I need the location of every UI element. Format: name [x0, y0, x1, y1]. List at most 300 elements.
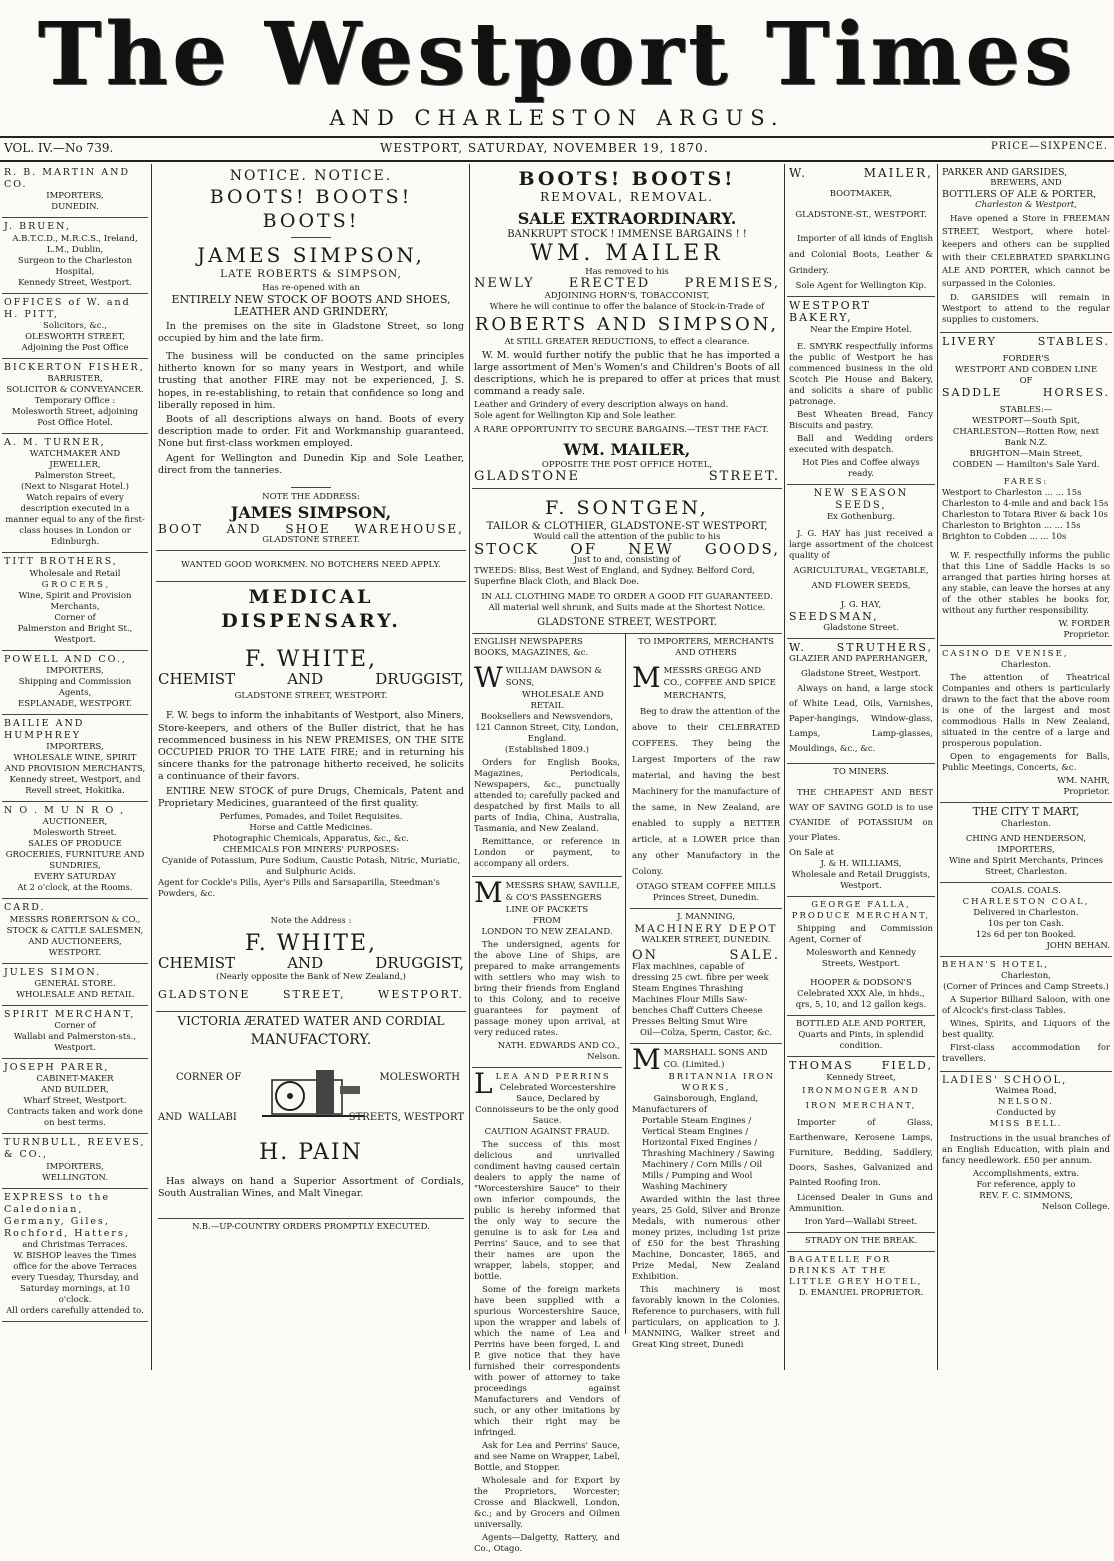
- ladies-school-ad: [940, 1072, 1112, 1217]
- ad-text: OF: [1019, 376, 1033, 387]
- ad-line: Palmerston and Bright St., Westport.: [17, 623, 133, 645]
- ad-line: MESSRS ROBERTSON & CO.,: [9, 914, 141, 925]
- ad-line: Kennedy street, Westport, and Revell street, Hokitika.: [9, 775, 141, 797]
- ad-heading: R. B. MARTIN AND CO.: [4, 167, 130, 191]
- works-heading: BRITANNIA IRON WORKS,: [668, 1071, 776, 1093]
- issue-date: WESTPORT, SATURDAY, NOVEMBER 19, 1870.: [380, 141, 709, 155]
- ad-line: W. BISHOP leaves the Times office for the above Terraces every Tuesday, Thursday, and Saturday mornings, at 10 o'clock.: [11, 1251, 139, 1306]
- ad-text: Cyanide of Potassium, Pure Sodium, Caustic Potash, Nitric, Muriatic, and Sulphuric Acids.: [161, 856, 461, 878]
- ad-line: AUCTIONEER,: [42, 817, 108, 828]
- column-5: [940, 164, 1112, 1370]
- advertiser-name: JAMES SIMPSON,: [230, 503, 392, 523]
- ad-line: WESTPORT.: [48, 947, 102, 958]
- address: Princes Street, Dunedin.: [652, 892, 760, 903]
- bakery-ad: [787, 297, 935, 484]
- advertiser-name: WM. MAILER: [530, 241, 724, 267]
- address: GLADSTONE STREET, WESTPORT.: [234, 691, 388, 702]
- ad-line: Surgeon to the Charleston Hospital,: [17, 255, 133, 277]
- ad-text: CHARLESTON—Rotten Row, next Bank N.Z.: [952, 427, 1100, 449]
- drop-cap: M: [632, 1043, 661, 1077]
- ad-line: STOCK & CATTLE SALESMEN,: [6, 925, 144, 936]
- firm-heading: ROBERTS AND SIMPSON,: [474, 313, 780, 335]
- ad-text: At STILL GREATER REDUCTIONS, to effect a clearance.: [504, 336, 750, 347]
- address: Charleston.: [1001, 818, 1051, 829]
- advertiser-name: F. WHITE,: [244, 647, 378, 673]
- advertiser-name: F. SONTGEN,: [545, 496, 709, 519]
- ad-text: Flax machines, capable of dressing 25 cwt. fibre per week: [632, 962, 769, 984]
- ad-line: Shipping and Commission Agents,: [18, 676, 132, 698]
- ad-text: Leather and Grindery of every description always on hand.: [474, 400, 729, 411]
- ad-text: ENTIRE NEW STOCK of pure Drugs, Chemicals, Patent and Proprietary Medicines, guaranteed of the first quality.: [158, 785, 464, 809]
- address: GLADSTONE STREET, WESTPORT.: [537, 617, 717, 629]
- column-rule: [625, 634, 626, 1334]
- advertiser-name: J. & H. WILLIAMS,: [820, 859, 902, 870]
- simpson-boots-ad: [156, 164, 466, 551]
- seeds-ad: [787, 485, 935, 640]
- ad-text: STABLES:—: [999, 405, 1053, 416]
- notice-heading: NOTICE. NOTICE.: [229, 168, 393, 184]
- address: GLADSTONE STREET.: [262, 535, 360, 546]
- ad-line: Wharf Street, Westport.: [23, 1096, 127, 1107]
- seeds-heading: NEW SEASON SEEDS,: [813, 487, 909, 511]
- trade-heading: SEEDSMAN,: [789, 610, 879, 624]
- classified-ad: [2, 802, 148, 899]
- ad-line: Molesworth Street, adjoining Post Office Hotel.: [11, 407, 139, 429]
- classified-ad: [2, 434, 148, 553]
- ad-heading: BOTTLED ALE AND PORTER,: [796, 1019, 926, 1030]
- ad-heading: OFFICES of W. and H. PITT,: [4, 296, 131, 320]
- ad-text: F. W. begs to inform the inhabitants of Westport, also Miners, Store-keepers, and others of the Buller district, that he has recommenced business in his NEW PREMISES, ON THE SITE OCCUPIED PRIOR TO THE LATE FIRE; and in returning his sincere thanks for the patronage hitherto received, he solicits a continuance of their favors.: [158, 710, 464, 783]
- advertiser-name: CASINO DE VENISE,: [942, 649, 1069, 660]
- column-3-right: [630, 634, 782, 1356]
- ad-line: BARRISTER,: [47, 374, 103, 385]
- dawson-ad: [472, 634, 622, 876]
- ad-line: At 2 o'clock, at the Rooms.: [17, 883, 133, 894]
- ad-text: TWEEDS: Bliss, Best West of England, and Sydney. Belford Cord, Superfine Black Cloth, and Black Doe.: [474, 566, 755, 588]
- address: WALKER STREET, DUNEDIN.: [641, 935, 771, 946]
- falla-ad: [787, 897, 935, 1016]
- ad-text: Celebrated Worcestershire Sauce, Declared by Connoisseurs to be the only good Sauce.: [475, 1083, 619, 1127]
- strady-notice: [787, 1233, 935, 1252]
- classified-ad: [2, 164, 148, 218]
- ad-line: Watch repairs of every description executed in a manner equal to any of the first-class houses in London or Edinburgh.: [5, 493, 145, 548]
- ad-signature: Proprietor.: [1063, 787, 1110, 798]
- address: GLADSTONE STREET.: [474, 469, 780, 485]
- ad-text: Open to engagements for Balls, Public Meetings, Concerts, &c.: [942, 752, 1110, 774]
- ad-text: A Superior Billiard Saloon, with one of Alcock's first-class Tables.: [942, 994, 1110, 1016]
- ad-heading: STRADY ON THE BREAK.: [804, 1235, 918, 1246]
- ad-text: First-class accommodation for travellers.: [942, 1042, 1110, 1064]
- ad-text: Beg to draw the attention of the above to their CELEBRATED COFFEES. They being the Largest Importers of the raw material, and having the best Machinery for the manufacture of the same, in New Zealand, are enabled to supply a BETTER article, at a LOWER price than any other Manufactory in the Colony.: [632, 706, 780, 877]
- former-firm: LATE ROBERTS & SIMPSON,: [220, 268, 402, 280]
- sale-heading: ON SALE.: [632, 948, 780, 964]
- ad-line: IMPORTERS,: [46, 742, 104, 753]
- ad-signature: NATH. EDWARDS AND CO.,: [497, 1041, 620, 1052]
- coal-ad: [940, 883, 1112, 957]
- city-mart-ad: [940, 803, 1112, 882]
- ad-text: Wines, Spirits, and Liquors of the best quality.: [942, 1018, 1110, 1040]
- ad-heading: N O . M U N R O ,: [4, 805, 126, 817]
- depot-heading: MACHINERY DEPOT: [634, 922, 778, 935]
- ad-heading: TO IMPORTERS, MERCHANTS AND OTHERS: [638, 637, 774, 659]
- address: Booksellers and Newsvendors, 121 Cannon Street, City, London, England.: [475, 711, 619, 744]
- ad-line: OLESWORTH STREET,: [25, 332, 125, 343]
- ad-signature: WM. NAHR,: [1057, 776, 1110, 787]
- address: GLADSTONE-ST., WESTPORT.: [795, 210, 927, 221]
- ad-text: 12s 6d per ton Booked.: [975, 929, 1077, 940]
- advertiser-name: LEA AND PERRINS: [495, 1072, 611, 1083]
- ad-text: Perfumes, Pomades, and Toilet Requisites.: [219, 812, 403, 823]
- boots-heading: BOOTS! BOOTS! BOOTS!: [209, 186, 413, 232]
- ad-line: Kennedy Street, Westport.: [18, 277, 132, 288]
- sontgen-tailor-ad: [472, 489, 782, 635]
- classified-ad: [2, 218, 148, 293]
- advertiser-name: J. MANNING,: [677, 911, 735, 922]
- ad-text: AND: [158, 1111, 182, 1123]
- ad-text: CHEMICALS FOR MINERS' PURPOSES:: [222, 845, 400, 856]
- behan-hotel-ad: [940, 957, 1112, 1072]
- ad-text: STREETS, WESTPORT: [348, 1111, 464, 1123]
- ad-text: Just to and, consisting of: [573, 555, 681, 566]
- classified-ad: [2, 964, 148, 1006]
- ad-line: DUNEDIN.: [51, 202, 99, 213]
- ad-text: 10s per ton Cash.: [988, 918, 1064, 929]
- ad-signature: REV. F. C. SIMMONS,: [979, 1190, 1073, 1201]
- ad-text: Has removed to his: [585, 267, 669, 278]
- parker-garsides-ad: [940, 164, 1112, 333]
- ad-line: EVERY SATURDAY: [34, 872, 116, 883]
- ad-text: Has re-opened with an: [262, 283, 360, 294]
- sale-heading: SALE EXTRAORDINARY.: [517, 209, 737, 229]
- advertiser-name: PARKER AND GARSIDES,: [942, 167, 1068, 178]
- classified-ad: [2, 359, 148, 434]
- divider: [291, 487, 331, 488]
- ad-line: G R O C E R S ,: [41, 579, 109, 590]
- trade-heading: TAILOR & CLOTHIER, GLADSTONE-ST WESTPORT,: [486, 519, 768, 532]
- marshall-ad: [630, 1044, 782, 1356]
- ad-heading: A. M. TURNER,: [4, 437, 106, 449]
- ad-text: IN ALL CLOTHING MADE TO ORDER A GOOD FIT GUARANTEED.: [481, 592, 773, 603]
- ad-text: For reference, apply to: [976, 1179, 1076, 1190]
- ad-text: All material well shrunk, and Suits made at the Shortest Notice.: [488, 603, 766, 614]
- ad-text: MISS BELL.: [989, 1118, 1063, 1129]
- ad-line: AND AUCTIONEERS,: [28, 936, 122, 947]
- address: (Corner of Princes and Camp Streets.): [943, 981, 1109, 992]
- divider: [291, 237, 331, 238]
- engraving-row: [158, 1064, 464, 1134]
- ad-line: Corner of: [54, 612, 96, 623]
- ad-text: Remittance, or reference in London or payment, to accompany all orders.: [474, 836, 620, 869]
- ad-text: NOTE THE ADDRESS:: [262, 492, 360, 503]
- fares-heading: FARES:: [1003, 477, 1049, 488]
- ad-line: WATCHMAKER AND JEWELLER,: [29, 449, 121, 471]
- dispensary-heading: MEDICAL DISPENSARY.: [221, 586, 401, 633]
- ad-text: The success of this most delicious and unrivalled condiment having caused certain dealers to apply the name of "Worcestershire Sauce" to their own inferior compounds, the public is hereby informed that the only way to secure the genuine is to ask for Lea and Perrins' Sauce, and to see that their names are upon the wrapper, labels, stopper, and bottle.: [474, 1140, 620, 1283]
- ad-heading: TO MINERS.: [833, 767, 889, 778]
- ad-text: Photographic Chemicals, Apparatus, &c., &c.: [213, 834, 409, 845]
- classified-ad: [2, 294, 148, 359]
- column-rule: [937, 164, 938, 1370]
- ad-signature: Proprietor.: [1063, 630, 1110, 641]
- ad-text: Wholesale and for Export by the Proprietors, Worcester; Crosse and Blackwell, London, &c.; and by Grocers and Oilmen universally.: [474, 1476, 620, 1531]
- machine-engraving: [258, 1064, 368, 1122]
- newspaper-title: The Westport Times: [37, 4, 1077, 105]
- address: Charleston & Westport,: [975, 200, 1077, 210]
- advertiser-name: MESSRS SHAW, SAVILLE, & CO'S PASSENGERS LINE OF PACKETS: [505, 880, 620, 916]
- ad-heading: JULES SIMON.: [4, 966, 102, 978]
- ad-heading: ENGLISH NEWSPAPERS BOOKS, MAGAZINES, &c.: [474, 637, 589, 659]
- ad-text: Always on hand, a large stock of White Lead, Oils, Varnishes, Paper-hangings, Window-glass, Lamps, Lamp-glasses, Mouldings, &c., &c.: [789, 684, 933, 755]
- drop-cap: W: [474, 661, 503, 695]
- trade-heading: CHEMIST AND DRUGGIST,: [158, 954, 464, 973]
- address: (Nearly opposite the Bank of New Zealand,): [216, 972, 406, 983]
- newspaper-subtitle: AND CHARLESTON ARGUS.: [329, 106, 785, 130]
- brewery-heading: HOOPER & DODSON'S: [810, 978, 912, 989]
- column-1: [2, 164, 148, 1370]
- ad-text: Where he will continue to offer the balance of Stock-in-Trade of: [489, 301, 765, 312]
- ad-text: N.B.—UP-COUNTRY ORDERS PROMPTLY EXECUTED.: [158, 1218, 464, 1233]
- pain-cordial-ad: [156, 1012, 466, 1237]
- fare-row: Westport to Charleston ... ... 15s: [942, 488, 1082, 499]
- ad-text: Ball and Wedding orders executed with despatch.: [789, 433, 933, 455]
- classified-ad: [2, 1134, 148, 1188]
- ad-heading: POWELL AND CO.,: [4, 653, 127, 665]
- ad-heading: J. BRUEN,: [4, 221, 71, 233]
- ad-line: Wine, Spirit and Provision Merchants,: [18, 590, 132, 612]
- ad-line: Wholesale and Retail: [29, 568, 121, 579]
- masthead: [0, 0, 1114, 130]
- mailer-bootmaker-ad: [787, 164, 935, 297]
- ad-line: Palmerston Street,: [34, 471, 116, 482]
- ad-text: A RARE OPPORTUNITY TO SECURE BARGAINS.—TEST THE FACT.: [474, 425, 769, 436]
- trade-heading: GLAZIER AND PAPERHANGER,: [789, 654, 928, 665]
- ad-text: On Sale at: [789, 848, 834, 859]
- bottled-ale-ad: [787, 1016, 935, 1057]
- fare-row: Brighton to Cobden ... ... 10s: [942, 532, 1067, 543]
- address: Gladstone Street, Westport.: [801, 669, 921, 680]
- advertiser-name: F. WHITE,: [244, 931, 378, 957]
- route-heading: LONDON TO NEW ZEALAND.: [481, 927, 613, 938]
- boots-heading: BOOTS! BOOTS!: [518, 168, 736, 190]
- ad-text: BOTTLERS OF ALE & PORTER,: [942, 189, 1097, 200]
- classified-ad: [2, 651, 148, 715]
- ad-text: WHOLESALE AND RETAIL: [521, 689, 604, 711]
- ad-line: CABINET-MAKER: [36, 1074, 114, 1085]
- ad-text: Instructions in the usual branches of an English Education, with plain and fancy needlework. £50 per annum.: [942, 1133, 1110, 1166]
- ad-text: CORNER OF: [176, 1071, 242, 1083]
- classified-ad: [2, 1189, 148, 1323]
- issue-price: PRICE—SIXPENCE.: [991, 141, 1108, 152]
- ad-text: Sole Agent for Wellington Kip.: [795, 281, 927, 292]
- ad-text: Has always on hand a Superior Assortment of Cordials, South Australian Wines, and Malt Vinegar.: [158, 1175, 464, 1200]
- ad-text: The business will be conducted on the same principles hitherto known for so many years in Westport, and while trusting that another FIRE may not be experienced, J. S. hopes, in re-establishing, to retain that confidence so long and liberally reposed in him.: [158, 351, 464, 411]
- trade-heading: IRONMONGER AND IRON MERCHANT,: [802, 1085, 920, 1111]
- ad-text: WALLABI: [188, 1111, 237, 1123]
- advertiser-name: H. PAIN: [259, 1139, 363, 1165]
- advertiser-name: J. G. HAY,: [840, 600, 882, 611]
- removal-heading: REMOVAL, REMOVAL.: [540, 190, 714, 204]
- cyanide-ad: [787, 764, 935, 897]
- advertiser-name: LADIES' SCHOOL,: [942, 1074, 1068, 1086]
- advertiser-name: MESSRS GREGG AND CO., COFFEE AND SPICE MERCHANTS,: [663, 666, 776, 701]
- ad-line: WHOLESALE AND RETAIL: [16, 989, 134, 1000]
- ad-line: IMPORTERS,: [46, 1161, 104, 1172]
- ad-text: Ex Gothenburg.: [826, 512, 896, 523]
- ad-text: Shipping and Commission Agent, Corner of: [789, 924, 933, 946]
- column-rule: [151, 164, 152, 1370]
- ad-text: Awarded within the last three years, 25 Gold, Silver and Bronze Medals, with numerous other money prizes, including 1st prize of £50 for the best Thrashing Machine, Doncaster, 1865, and Prize Medal, New Zealand Exhibition.: [632, 1194, 780, 1282]
- address: Molesworth and Kennedy Streets, Westport.: [805, 948, 917, 970]
- ad-heading: BAGATELLE FOR DRINKS AT THE LITTLE GREY HOTEL,: [789, 1254, 923, 1287]
- address: Charleston,: [1001, 970, 1051, 981]
- ad-line: WELLINGTON.: [41, 1172, 109, 1183]
- ad-text: Manufacturers of: [632, 1104, 708, 1115]
- ad-text: Boots of all descriptions always on hand. Boots of every description made to order. Fit and Workmanship guaranteed. None but first-class workmen employed.: [158, 414, 464, 450]
- column-3: [472, 164, 782, 1555]
- bakery-heading: WESTPORT BAKERY,: [789, 299, 872, 325]
- advertiser-name: WM. MAILER,: [563, 440, 691, 460]
- fare-row: Charleston to 4-mile and and back 15s: [942, 499, 1109, 510]
- address: GLADSTONE STREET, WESTPORT.: [158, 988, 464, 1002]
- ad-text: Hot Pies and Coffee always ready.: [802, 457, 920, 479]
- ad-text: BOOTMAKER,: [829, 189, 893, 200]
- address: Near the Empire Hotel.: [810, 324, 912, 335]
- ad-text: Wholesale and Retail Druggists, Westport.: [791, 870, 931, 892]
- address: Waimea Road,: [995, 1085, 1057, 1096]
- ad-heading: BICKERTON FISHER,: [4, 362, 145, 374]
- classified-ad: [2, 715, 148, 802]
- ad-text: Delivered in Charleston.: [973, 907, 1079, 918]
- ad-heading: JOSEPH PARER,: [4, 1062, 110, 1074]
- ad-text: Horse and Cattle Medicines.: [249, 823, 373, 834]
- ad-text: Importer of Glass, Earthenware, Kerosene Lamps, Furniture, Bedding, Saddlery, Doors, Sashes, Galvanized and Painted Roofing Iron.: [789, 1117, 933, 1188]
- ad-text: THE CHEAPEST AND BEST WAY OF SAVING GOLD is to use CYANIDE of POTASSIUM on your Plates.: [789, 788, 933, 844]
- ad-line: GENERAL STORE.: [34, 978, 116, 989]
- advertiser-name: THE CITY T MART,: [972, 805, 1080, 819]
- ad-text: BREWERS, AND: [990, 178, 1062, 188]
- ad-heading: EXPRESS to the Caledonian, Germany, Giles, Rochford, Hatters,: [4, 1191, 130, 1240]
- ad-line: AND BUILDER,: [41, 1085, 109, 1096]
- advertiser-name: WILLIAM DAWSON & SONS,: [505, 666, 602, 689]
- ad-text: BRIGHTON—Main Street,: [969, 449, 1083, 460]
- address: Charleston.: [1001, 660, 1051, 671]
- ad-text: WANTED GOOD WORKMEN. NO BOTCHERS NEED APPLY.: [181, 560, 441, 571]
- ad-heading: CARD.: [4, 902, 46, 914]
- manning-machinery-ad: [630, 909, 782, 1044]
- ad-line: IMPORTERS,: [46, 191, 104, 202]
- bagatelle-ad: [787, 1252, 935, 1303]
- ad-text: E. SMYRK respectfully informs the public of Westport he has commenced business in the old Scotch Pie House and Bakery, and solicits a share of public patronage.: [789, 341, 933, 407]
- casino-ad: [940, 646, 1112, 803]
- advertiser-name: CHING AND HENDERSON, IMPORTERS,: [965, 833, 1087, 855]
- address: Gainsborough, England,: [653, 1093, 759, 1104]
- ad-line: ESPLANADE, WESTPORT.: [17, 698, 133, 709]
- ad-line: Wallabi and Palmerston-sts., Westport.: [13, 1032, 137, 1054]
- advertiser-name: CHARLESTON COAL,: [962, 896, 1090, 907]
- ad-text: Quarts and Pints, in splendid condition.: [798, 1030, 924, 1052]
- ad-heading: TITT BROTHERS,: [4, 556, 118, 568]
- ad-text: COBDEN — Hamilton's Sale Yard.: [952, 460, 1100, 471]
- column-rule: [784, 164, 785, 1370]
- warehouse-heading: BOOT AND SHOE WAREHOUSE,: [158, 522, 464, 537]
- stables-heading: LIVERY STABLES.: [942, 335, 1110, 348]
- field-ironmonger-ad: [787, 1057, 935, 1232]
- ad-text: SADDLE HORSES.: [942, 386, 1110, 400]
- ad-line: SALES OF PRODUCE GROCERIES, FURNITURE AND SUNDRIES,: [5, 839, 145, 872]
- advertiser-name: GEORGE FALLA, PRODUCE MERCHANT,: [791, 900, 931, 922]
- ad-text: Would call the attention of the public to his: [533, 531, 721, 542]
- ad-text: Agent for Wellington and Dunedin Kip and Sole Leather, direct from the tanneries.: [158, 452, 464, 476]
- forder-stables-ad: [940, 333, 1112, 646]
- ad-text: Steam Engines Thrashing Machines Flour Mills Saw-benches Chaff Cutters Cheese Presses Belting Smut Wire: [632, 984, 763, 1028]
- drop-cap: L: [474, 1067, 493, 1101]
- factory-heading: VICTORIA ÆRATED WATER AND CORDIAL: [177, 1014, 445, 1029]
- column-3-split: [472, 634, 782, 1555]
- ad-text: Conducted by: [996, 1107, 1056, 1118]
- ad-line: A.B.T.C.D., M.R.C.S., Ireland,: [12, 233, 138, 244]
- address: OPPOSITE THE POST OFFICE HOTEL,: [541, 460, 713, 471]
- stock-heading: STOCK OF NEW GOODS,: [474, 539, 780, 558]
- ad-text: AGRICULTURAL, VEGETABLE, AND FLOWER SEEDS,: [793, 566, 929, 592]
- ad-line: Corner of: [54, 1021, 96, 1032]
- ad-text: Agents—Dalgetty, Rattery, and Co., Otago.: [474, 1533, 620, 1555]
- ad-line: WHOLESALE WINE, SPIRIT AND PROVISION MERCHANTS,: [4, 753, 146, 775]
- ad-heading: SPIRIT MERCHANT,: [4, 1008, 136, 1020]
- ad-signature: JOHN BEHAN.: [1046, 940, 1110, 951]
- advertiser-name: THOMAS FIELD,: [789, 1059, 933, 1073]
- ad-text: Wine and Spirit Merchants, Princes Street, Charleston.: [949, 855, 1103, 877]
- ad-signature: Nelson College.: [1041, 1201, 1110, 1212]
- ad-signature: W. FORDER: [1058, 619, 1110, 630]
- ad-text: J. G. HAY has just received a large assortment of the choicest quality of: [789, 529, 933, 562]
- wanted-notice: [156, 551, 466, 582]
- ad-text: W. M. would further notify the public that he has imported a large assortment of Men's Women's and Children's Boots of all descriptions, which he is prepared to offer at prices that must command a ready sale.: [474, 349, 780, 398]
- ad-text: (Established 1809.): [505, 744, 589, 755]
- ad-text: Accomplishments, extra.: [972, 1168, 1080, 1179]
- ad-line: Molesworth Street.: [33, 828, 117, 839]
- mill-heading: OTAGO STEAM COFFEE MILLS: [636, 881, 776, 892]
- ad-text: This machinery is most favorably known in the Colonies. Reference to purchasers, with full particulars, on application to J. MANNING, Walker street and Great King street, Dunedi: [632, 1284, 780, 1350]
- advertiser-name: JAMES SIMPSON,: [197, 243, 425, 267]
- ad-text: Orders for English Books, Magazines, Periodicals, Newspapers, &c., punctually attended to; carefully packed and despatched by first Mails to all parts of India, China, Australia, Tasmania, and New Zealand.: [474, 757, 620, 834]
- ad-line: and Christmas Terraces.: [22, 1240, 128, 1251]
- ad-signature: D. EMANUEL PROPRIETOR.: [798, 1287, 924, 1298]
- shaw-savill-ad: [472, 877, 622, 1069]
- ad-text: WESTPORT AND COBDEN LINE: [954, 365, 1098, 376]
- ad-text: Ask for Lea and Perrins' Sauce, and see Name on Wrapper, Label, Bottle, and Stopper.: [474, 1441, 620, 1474]
- ad-heading: COALS. COALS.: [991, 885, 1061, 896]
- ad-heading: BAILIE AND HUMPHREY: [4, 717, 85, 742]
- ad-text: Portable Steam Engines / Vertical Steam Engines / Horizontal Fixed Engines / Thrashing Machinery / Sawing Machinery / Corn Mills / Oil Mills / Pumping and Wool Washing Machinery: [642, 1115, 775, 1192]
- ad-text: The attention of Theatrical Companies and others is particularly drawn to the fact that the above room is one of the largest and most commodious Halls in New Zealand, situated in the centre of a large and prosperous population.: [942, 673, 1110, 750]
- classified-ad: [2, 899, 148, 963]
- column-4: [787, 164, 935, 1370]
- ad-line: (Next to Nisgarat Hotel.): [21, 482, 129, 493]
- ad-line: L.M., Dublin,: [46, 244, 104, 255]
- ad-line: SOLICITOR & CONVEYANCER.: [6, 385, 144, 396]
- ad-text: D. GARSIDES will remain in Westport to attend to the regular supplies to customers.: [942, 293, 1110, 325]
- address: Kennedy Street,: [826, 1072, 896, 1083]
- column-2: [156, 164, 466, 1370]
- ad-text: Sole agent for Wellington Kip and Sole leather.: [474, 411, 677, 422]
- column-3-left: [472, 634, 622, 1561]
- lea-perrins-ad: [472, 1068, 622, 1561]
- classified-ad: [2, 553, 148, 650]
- ad-line: Contracts taken and work done on best terms.: [7, 1107, 143, 1129]
- advertiser-name: BEHAN'S HOTEL,: [942, 959, 1049, 970]
- dateline-bar: [0, 136, 1114, 162]
- address: Gladstone Street.: [823, 623, 899, 634]
